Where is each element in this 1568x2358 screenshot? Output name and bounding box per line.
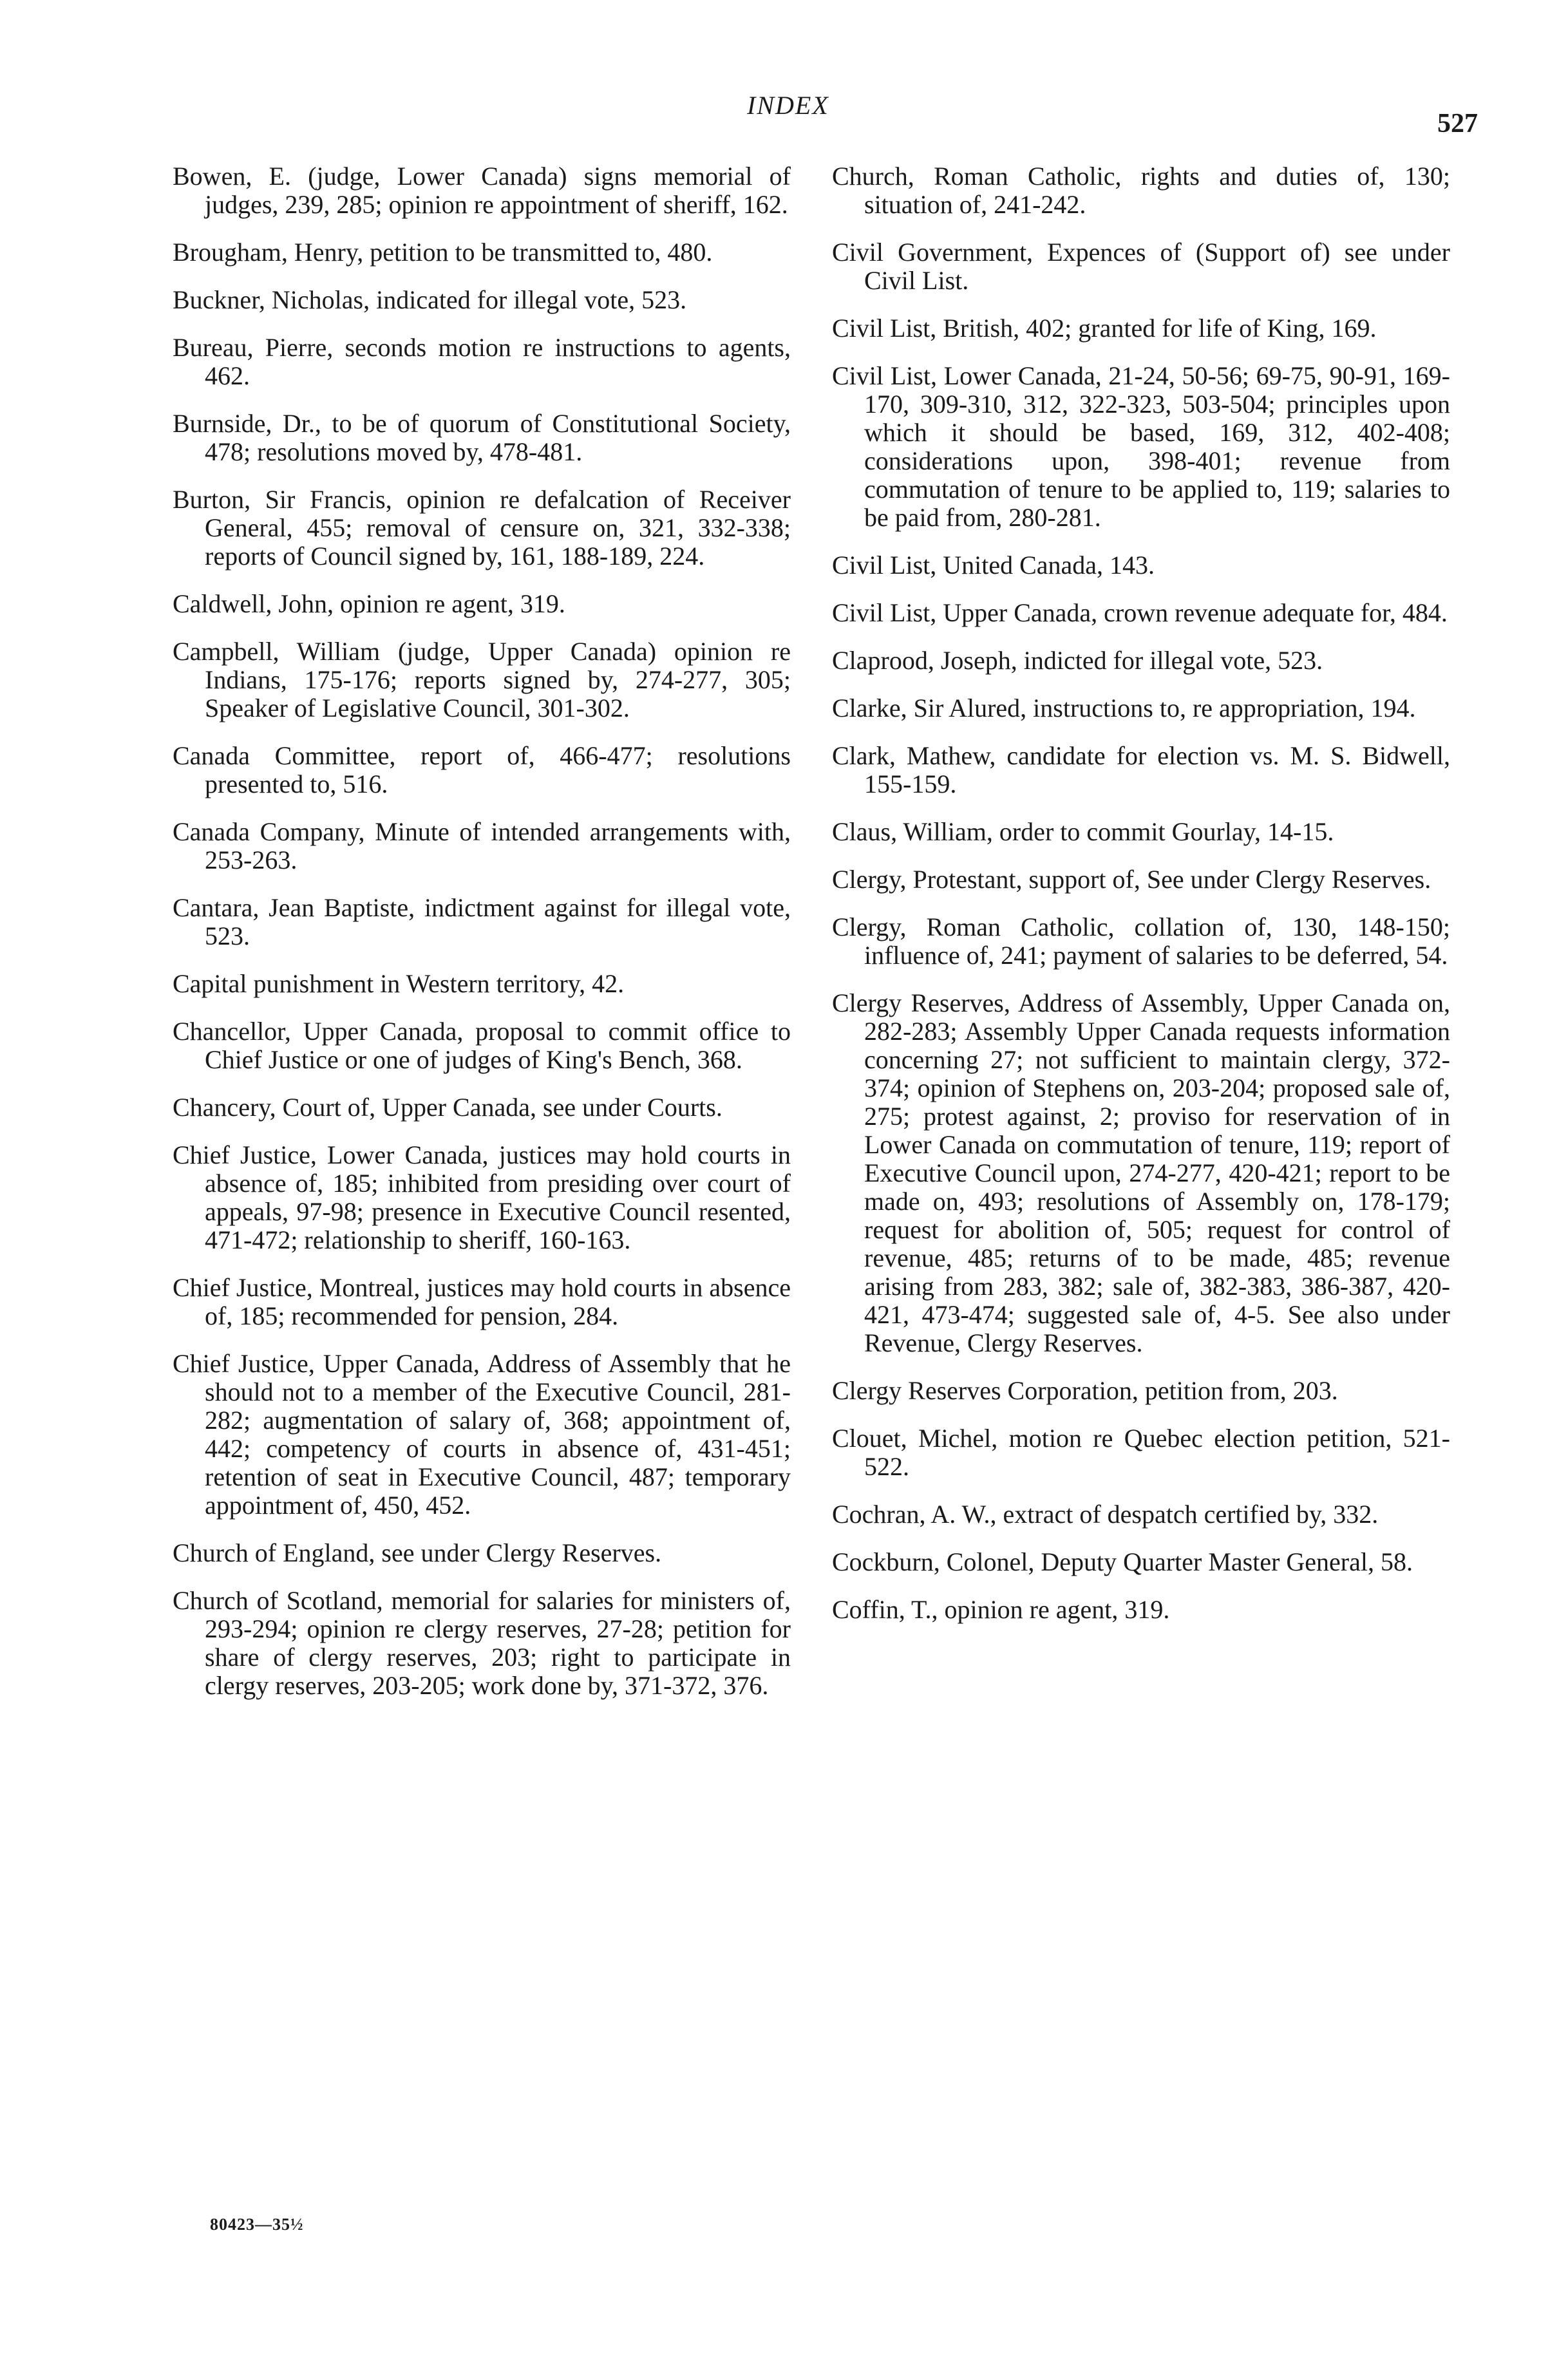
- index-entry: Canada Committee, report of, 466-477; resolutions presented to, 516.: [173, 741, 791, 798]
- index-entry: Cockburn, Colonel, Deputy Quarter Master General, 58.: [832, 1547, 1413, 1576]
- index-entry: Bureau, Pierre, seconds motion re instructions to agents, 462.: [173, 333, 791, 390]
- index-entry: Chancellor, Upper Canada, proposal to commit office to Chief Justice or one of judges of King's Bench, 368.: [173, 1017, 791, 1074]
- index-entry: Claus, William, order to commit Gourlay, 14-15.: [832, 817, 1334, 846]
- left-column: [173, 162, 791, 1719]
- running-head: INDEX: [747, 91, 829, 120]
- index-entry: Canada Company, Minute of intended arrangements with, 253-263.: [173, 817, 791, 874]
- index-entry: Cochran, A. W., extract of despatch certified by, 332.: [832, 1500, 1379, 1529]
- index-entry: Clergy, Roman Catholic, collation of, 130, 148-150; influence of, 241; payment of salaries to be deferred, 54.: [832, 912, 1450, 970]
- index-entry: Civil List, Upper Canada, crown revenue adequate for, 484.: [832, 598, 1448, 627]
- index-entry: Civil List, United Canada, 143.: [832, 551, 1155, 580]
- index-entry: Chief Justice, Montreal, justices may hold courts in absence of, 185; recommended for pension, 284.: [173, 1273, 791, 1330]
- index-entry: Church of England, see under Clergy Reserves.: [173, 1538, 662, 1567]
- index-entry: Bowen, E. (judge, Lower Canada) signs memorial of judges, 239, 285; opinion re appointment of sheriff, 162.: [173, 162, 791, 219]
- index-entry: Burnside, Dr., to be of quorum of Constitutional Society, 478; resolutions moved by, 478-481.: [173, 409, 791, 466]
- index-entry: Civil List, British, 402; granted for life of King, 169.: [832, 314, 1377, 343]
- index-entry: Cantara, Jean Baptiste, indictment against for illegal vote, 523.: [173, 893, 791, 950]
- index-entry: Brougham, Henry, petition to be transmitted to, 480.: [173, 238, 713, 267]
- index-entry: Burton, Sir Francis, opinion re defalcation of Receiver General, 455; removal of censure on, 321, 332-338; reports of Council signed by, 161, 188-189, 224.: [173, 485, 791, 571]
- index-entry: Campbell, William (judge, Upper Canada) opinion re Indians, 175-176; reports signed by, 274-277, 305; Speaker of Legislative Council, 301-302.: [173, 637, 791, 722]
- index-entry: Clouet, Michel, motion re Quebec election petition, 521-522.: [832, 1424, 1450, 1481]
- printer-code: 80423—35½: [210, 2215, 304, 2234]
- index-entry: Chief Justice, Lower Canada, justices may hold courts in absence of, 185; inhibited from presiding over court of appeals, 97-98; presence in Executive Council resented, 471-472; relationship to sheriff, 160-163.: [173, 1140, 791, 1254]
- index-entry: Coffin, T., opinion re agent, 319.: [832, 1595, 1170, 1624]
- index-entry: Church, Roman Catholic, rights and duties of, 130; situation of, 241-242.: [832, 162, 1450, 219]
- index-entry: Clark, Mathew, candidate for election vs. M. S. Bidwell, 155-159.: [832, 741, 1450, 798]
- index-entry: Claprood, Joseph, indicted for illegal vote, 523.: [832, 646, 1323, 675]
- index-entry: Clergy, Protestant, support of, See under Clergy Reserves.: [832, 865, 1431, 894]
- right-column: [832, 162, 1450, 1643]
- index-entry: Clarke, Sir Alured, instructions to, re appropriation, 194.: [832, 693, 1416, 722]
- index-entry: Clergy Reserves Corporation, petition from, 203.: [832, 1376, 1338, 1405]
- index-entry: Buckner, Nicholas, indicated for illegal vote, 523.: [173, 285, 687, 314]
- index-entry: Clergy Reserves, Address of Assembly, Upper Canada on, 282-283; Assembly Upper Canada requests information concerning 27; not sufficient to maintain clergy, 372-374; opinion of Stephens on, 203-204; proposed sale of, 275; protest against, 2; proviso for reservation of in Lower Canada on commutation of tenure, 119; report of Executive Council upon, 274-277, 420-421; report to be made on, 493; resolutions of Assembly on, 178-179; request for abolition of, 505; request for control of revenue, 485; returns of to be made, 485; revenue arising from 283, 382; sale of, 382-383, 386-387, 420-421, 473-474; suggested sale of, 4-5. See also under Revenue, Clergy Reserves.: [832, 988, 1450, 1357]
- index-entry: Civil Government, Expences of (Support of) see under Civil List.: [832, 238, 1450, 295]
- index-entry: Church of Scotland, memorial for salaries for ministers of, 293-294; opinion re clergy reserves, 27-28; petition for share of clergy reserves, 203; right to participate in clergy reserves, 203-205; work done by, 371-372, 376.: [173, 1586, 791, 1700]
- index-entry: Capital punishment in Western territory, 42.: [173, 969, 625, 998]
- index-entry: Caldwell, John, opinion re agent, 319.: [173, 589, 565, 618]
- page-number: 527: [1437, 109, 1478, 138]
- index-entry: Chancery, Court of, Upper Canada, see under Courts.: [173, 1093, 723, 1122]
- index-entry: Civil List, Lower Canada, 21-24, 50-56; 69-75, 90-91, 169-170, 309-310, 312, 322-323, 503-504; principles upon which it should be based, 169, 312, 402-408; considerations upon, 398-401; revenue from commutation of tenure to be applied to, 119; salaries to be paid from, 280-281.: [832, 361, 1450, 532]
- index-entry: Chief Justice, Upper Canada, Address of Assembly that he should not to a member of the Executive Council, 281-282; augmentation of salary of, 368; appointment of, 442; competency of courts in absence of, 431-451; retention of seat in Executive Council, 487; temporary appointment of, 450, 452.: [173, 1349, 791, 1520]
